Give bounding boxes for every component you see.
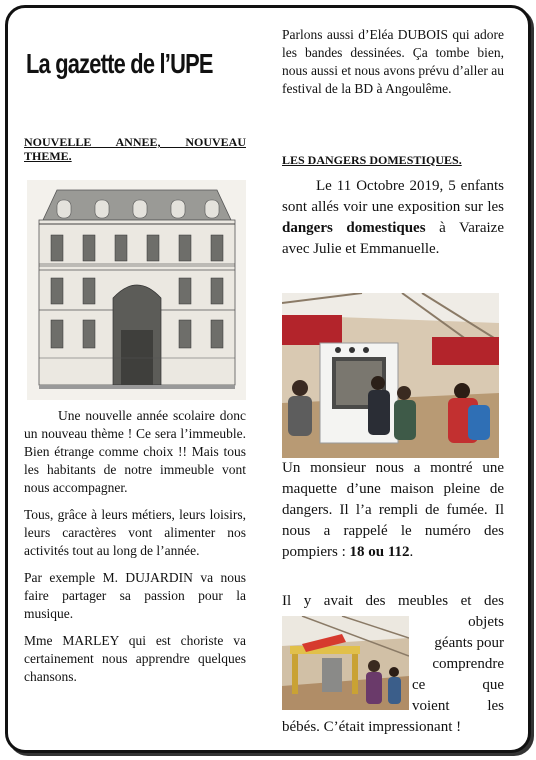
text-segment: Un monsieur nous a montré une maquette d’une maison pleine de dangers. Il l’a rempli de fumée. Il nous a rappelé le numéro des pompiers : <box>282 460 504 560</box>
side-text-line: voient les <box>412 698 504 714</box>
paragraph-giant-furniture-line1: Il y avait des meubles et des <box>282 593 504 609</box>
paragraph-marley: Mme MARLEY qui est choriste va certainement nous apprendre quelques chansons. <box>24 633 246 684</box>
newsletter-title: La gazette de l’UPE <box>26 48 213 79</box>
bold-dangers-domestiques: dangers domestiques <box>282 220 426 236</box>
building-engraving-image <box>27 180 246 400</box>
text-segment: . <box>409 544 414 560</box>
bold-emergency-numbers: 18 ou 112 <box>349 544 410 560</box>
side-text-line: objets <box>468 614 504 630</box>
newsletter-page <box>5 5 531 753</box>
paragraph-smoke-house <box>282 458 504 563</box>
giant-furniture-photo <box>282 616 409 710</box>
exhibition-photo <box>282 293 499 458</box>
text-segment: à Varaize avec Julie et Emmanuelle. <box>282 220 504 257</box>
paragraph-exhibition <box>282 176 504 260</box>
paragraph-activities: Tous, grâce à leurs métiers, leurs loisirs, leurs caractères vont alimenter nos activités tout au long de l’année. <box>24 507 246 558</box>
side-text-line: géants pour <box>434 635 504 651</box>
paragraph-dujardin: Par exemple M. DUJARDIN va nous faire partager sa passion pour la musique. <box>24 570 246 621</box>
paragraph-giant-furniture-last: bébés. C’était impressionant ! <box>282 719 462 735</box>
paragraph-new-year: Une nouvelle année scolaire donc un nouveau thème ! Ce sera l’immeuble. Bien étrange comme choix !! Mais tous les habitants de notre immeuble vont nous accompagner. <box>24 408 246 495</box>
text-segment: Le 11 Octobre 2019, 5 enfants sont allés voir une exposition sur les <box>282 178 504 215</box>
paragraph-elea-dubois: Parlons aussi d’Eléa DUBOIS qui adore les bandes dessinées. Ça tombe bien, nous aussi et nous avons prévu d’aller au festival de la BD à Angoulême. <box>282 27 504 96</box>
section-heading-domestic-dangers: LES DANGERS DOMESTIQUES. <box>282 153 462 167</box>
side-text-line: ce que <box>412 677 504 693</box>
side-text-line: comprendre <box>432 656 504 672</box>
section-heading-new-theme: NOUVELLE ANNEE, NOUVEAU THEME. <box>24 135 246 163</box>
